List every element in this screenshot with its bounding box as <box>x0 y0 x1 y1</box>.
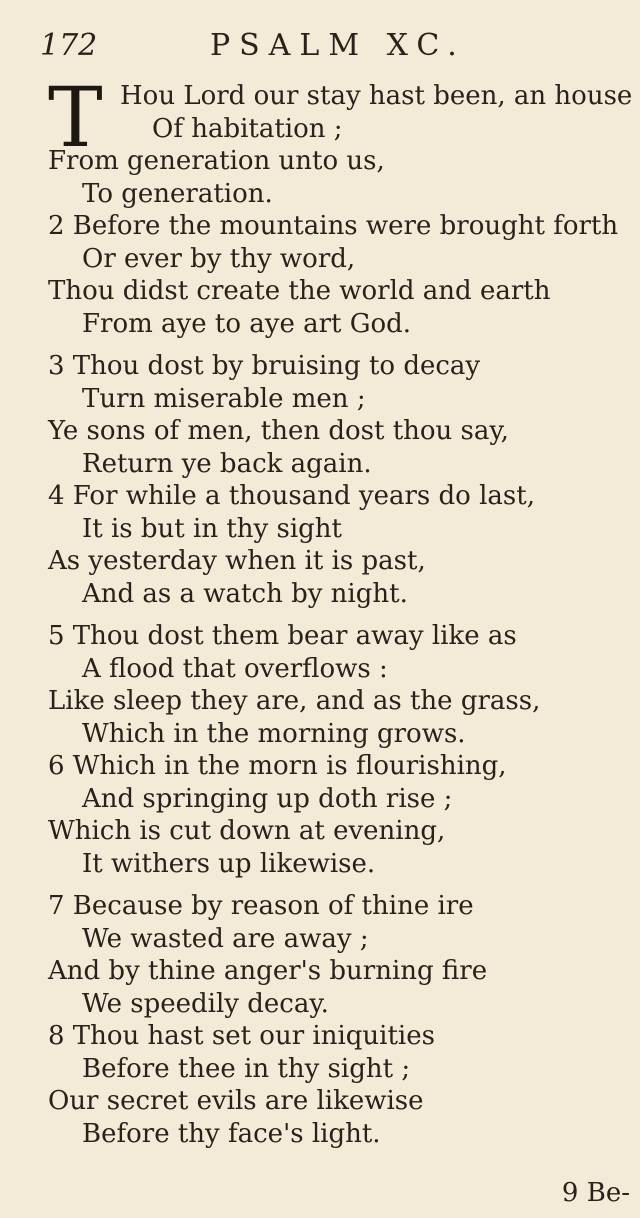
verse-line: Return ye back again. <box>82 448 372 479</box>
verse-line: And springing up doth rise ; <box>82 783 453 814</box>
verse-line: We speedily decay. <box>82 988 329 1019</box>
verse-line: And as a watch by night. <box>82 578 408 609</box>
verse-line: 3 Thou dost by bruising to decay <box>48 351 481 381</box>
verse-line: It withers up likewise. <box>82 848 376 879</box>
verse-line: We wasted are away ; <box>82 923 369 954</box>
stanza <box>48 620 633 880</box>
verse-line: Ye sons of men, then dost thou say, <box>48 416 509 446</box>
verse-line: Like sleep they are, and as the grass, <box>48 686 541 716</box>
verse-line: Which is cut down at evening, <box>48 816 446 846</box>
verse-line: A flood that overflows : <box>82 653 388 684</box>
verse-line: To generation. <box>82 178 273 209</box>
stanza <box>48 350 633 610</box>
verse-line: From generation unto us, <box>48 146 385 176</box>
verse-line: From aye to aye art God. <box>82 308 412 339</box>
verse-line: Turn miserable men ; <box>82 383 366 414</box>
verse-line: 6 Which in the morn is flourishing, <box>48 751 507 781</box>
page-number: 172 <box>40 28 98 63</box>
psalm-text <box>48 71 633 1160</box>
verse-line: Of habitation ; <box>152 113 343 144</box>
verse-line: Our secret evils are likewise <box>48 1086 424 1116</box>
stanza <box>48 890 633 1150</box>
running-head: PSALM XC. <box>210 28 466 63</box>
verse-line: 5 Thou dost them bear away like as <box>48 621 517 651</box>
verse-line: Before thee in thy sight ; <box>82 1053 411 1084</box>
verse-line: 4 For while a thousand years do last, <box>48 481 535 511</box>
catchword: 9 Be- <box>561 1178 630 1208</box>
verse-line: It is but in thy sight <box>82 513 342 544</box>
verse-line: And by thine anger's burning fire <box>48 956 488 986</box>
verse-line: 8 Thou hast set our iniquities <box>48 1021 435 1051</box>
verse-line: As yesterday when it is past, <box>48 546 426 576</box>
stanza <box>48 71 633 340</box>
page-header <box>40 28 630 68</box>
verse-line: Before thy face's light. <box>82 1118 381 1149</box>
verse-line: Or ever by thy word, <box>82 243 356 274</box>
drop-cap: T <box>48 71 103 166</box>
verse-line: Thou didst create the world and earth <box>48 276 551 306</box>
verse-line: Which in the morning grows. <box>82 718 466 749</box>
verse-line: Hou Lord our stay hast been, an house <box>120 81 633 111</box>
verse-line: 7 Because by reason of thine ire <box>48 891 474 921</box>
verse-line: 2 Before the mountains were brought forth <box>48 211 619 241</box>
